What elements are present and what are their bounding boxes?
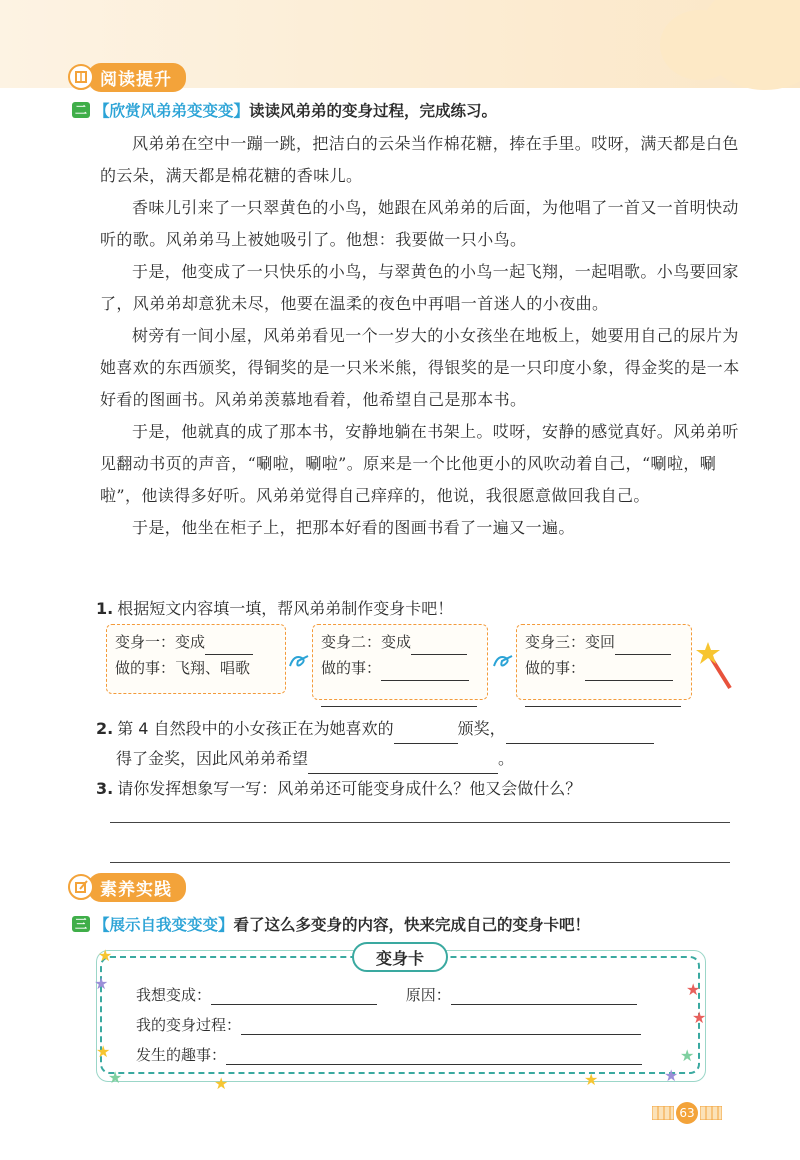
- question-1: [96, 596, 453, 619]
- answer-blank[interactable]: [506, 743, 654, 744]
- card-label: 做的事：: [321, 659, 382, 677]
- star-icon: ★: [98, 946, 113, 965]
- story-paragraph: 香味儿引来了一只翠黄色的小鸟，她跟在风弟弟的后面，为他唱了一首又一首明快动听的歌。风弟弟马上被她吸引了。他想：我要做一只小鸟。: [100, 198, 739, 249]
- question-2: [96, 714, 736, 774]
- question-number: 2.: [96, 719, 114, 738]
- page-number: 63: [676, 1102, 698, 1124]
- star-icon: ★: [108, 1068, 123, 1087]
- story-paragraph: 树旁有一间小屋，风弟弟看见一个一岁大的小女孩坐在地板上，她要用自己的尿片为她喜欢的东西颁奖，得铜奖的是一只米米熊，得银奖的是一只印度小象，得金奖的是一本好看的图画书。风弟弟羡慕地看着，他希望自己是那本书。: [100, 326, 740, 409]
- card-label: 变身三：变回: [525, 633, 616, 651]
- answer-blank[interactable]: [211, 1004, 377, 1005]
- section-header-practice: [68, 874, 186, 900]
- writing-line[interactable]: [110, 822, 730, 823]
- star-icon: ★: [96, 1042, 111, 1061]
- question-text: 。: [498, 749, 515, 768]
- story-paragraph: 于是，他变成了一只快乐的小鸟，与翠黄色的小鸟一起飞翔，一起唱歌。小鸟要回家了，风弟弟却意犹未尽，他要在温柔的夜色中再唱一首迷人的小夜曲。: [100, 262, 739, 313]
- story-paragraph: 于是，他坐在柜子上，把那本好看的图画书看了一遍又一遍。: [132, 518, 575, 537]
- magic-wand-icon: [696, 640, 736, 692]
- transform-card-2: [312, 624, 488, 700]
- header-title: 阅读提升: [88, 63, 186, 92]
- section-two-heading: [72, 99, 497, 121]
- card-label: 发生的趣事：: [136, 1046, 227, 1064]
- arrow-icon: [492, 652, 514, 670]
- star-icon: ★: [214, 1074, 229, 1093]
- story-text: [100, 128, 740, 544]
- card-label: 原因：: [405, 986, 451, 1004]
- section-instruction: 读读风弟弟的变身过程，完成练习。: [249, 102, 498, 120]
- card-label: 我想变成：: [136, 986, 212, 1004]
- question-text: 请你发挥想象写一写：风弟弟还可能变身成什么？他又会做什么？: [117, 779, 582, 798]
- writing-line[interactable]: [110, 862, 730, 863]
- question-text: 得了金奖，因此风弟弟希望: [116, 749, 309, 768]
- book-icon: [68, 64, 94, 90]
- answer-blank[interactable]: [308, 773, 498, 774]
- answer-blank[interactable]: [321, 706, 477, 707]
- story-paragraph: 风弟弟在空中一蹦一跳，把洁白的云朵当作棉花糖，捧在手里。哎呀，满天都是白色的云朵，满天都是棉花糖的香味儿。: [100, 134, 739, 185]
- cloud-decoration: [660, 10, 740, 80]
- question-text: 颁奖，: [457, 719, 506, 738]
- piano-keys-icon: [700, 1106, 722, 1120]
- header-title: 素养实践: [88, 873, 186, 902]
- section-number: 三: [72, 916, 90, 932]
- question-number: 1.: [96, 599, 114, 618]
- question-number: 3.: [96, 779, 114, 798]
- card-label: 做的事：飞翔、唱歌: [115, 659, 251, 677]
- story-paragraph: 于是，他就真的成了那本书，安静地躺在书架上。哎呀，安静的感觉真好。风弟弟听见翻动书页的声音，“唰啦，唰啦”。原来是一个比他更小的风吹动着自己，“唰啦，唰啦”，他读得多好听。风弟弟觉得自己痒痒的，他说，我很愿意做回我自己。: [100, 422, 739, 505]
- section-three-heading: [72, 913, 590, 935]
- transform-card-1: [106, 624, 286, 694]
- arrow-icon: [288, 652, 310, 670]
- section-instruction: 看了这么多变身的内容，快来完成自己的变身卡吧！: [233, 916, 591, 934]
- star-icon: ★: [680, 1046, 695, 1065]
- card-title: 变身卡: [352, 942, 448, 972]
- page-number-badge: [652, 1102, 732, 1124]
- answer-blank[interactable]: [394, 743, 458, 744]
- section-header-reading: [68, 64, 186, 90]
- question-3: [96, 776, 581, 799]
- transform-card-3: [516, 624, 692, 700]
- pencil-icon: [68, 874, 94, 900]
- answer-blank[interactable]: [451, 1004, 637, 1005]
- card-row-fun: [136, 1044, 642, 1065]
- answer-blank[interactable]: [226, 1064, 642, 1065]
- card-label: 我的变身过程：: [136, 1016, 242, 1034]
- section-tag: 【展示自我变变变】: [94, 916, 234, 934]
- answer-blank[interactable]: [525, 706, 681, 707]
- question-text: 第 4 自然段中的小女孩正在为她喜欢的: [117, 719, 394, 738]
- card-label: 变身二：变成: [321, 633, 412, 651]
- star-icon: ★: [94, 974, 109, 993]
- card-label: 做的事：: [525, 659, 586, 677]
- card-row-want: [136, 984, 637, 1005]
- section-number: 二: [72, 102, 90, 118]
- star-icon: ★: [686, 980, 701, 999]
- section-tag: 【欣赏风弟弟变变变】: [94, 102, 250, 120]
- card-label: 变身一：变成: [115, 633, 206, 651]
- piano-keys-icon: [652, 1106, 674, 1120]
- star-icon: ★: [692, 1008, 707, 1027]
- star-icon: ★: [584, 1070, 599, 1089]
- card-row-process: [136, 1014, 641, 1035]
- star-icon: ★: [664, 1066, 679, 1085]
- question-text: 根据短文内容填一填，帮风弟弟制作变身卡吧！: [117, 599, 454, 618]
- answer-blank[interactable]: [241, 1034, 641, 1035]
